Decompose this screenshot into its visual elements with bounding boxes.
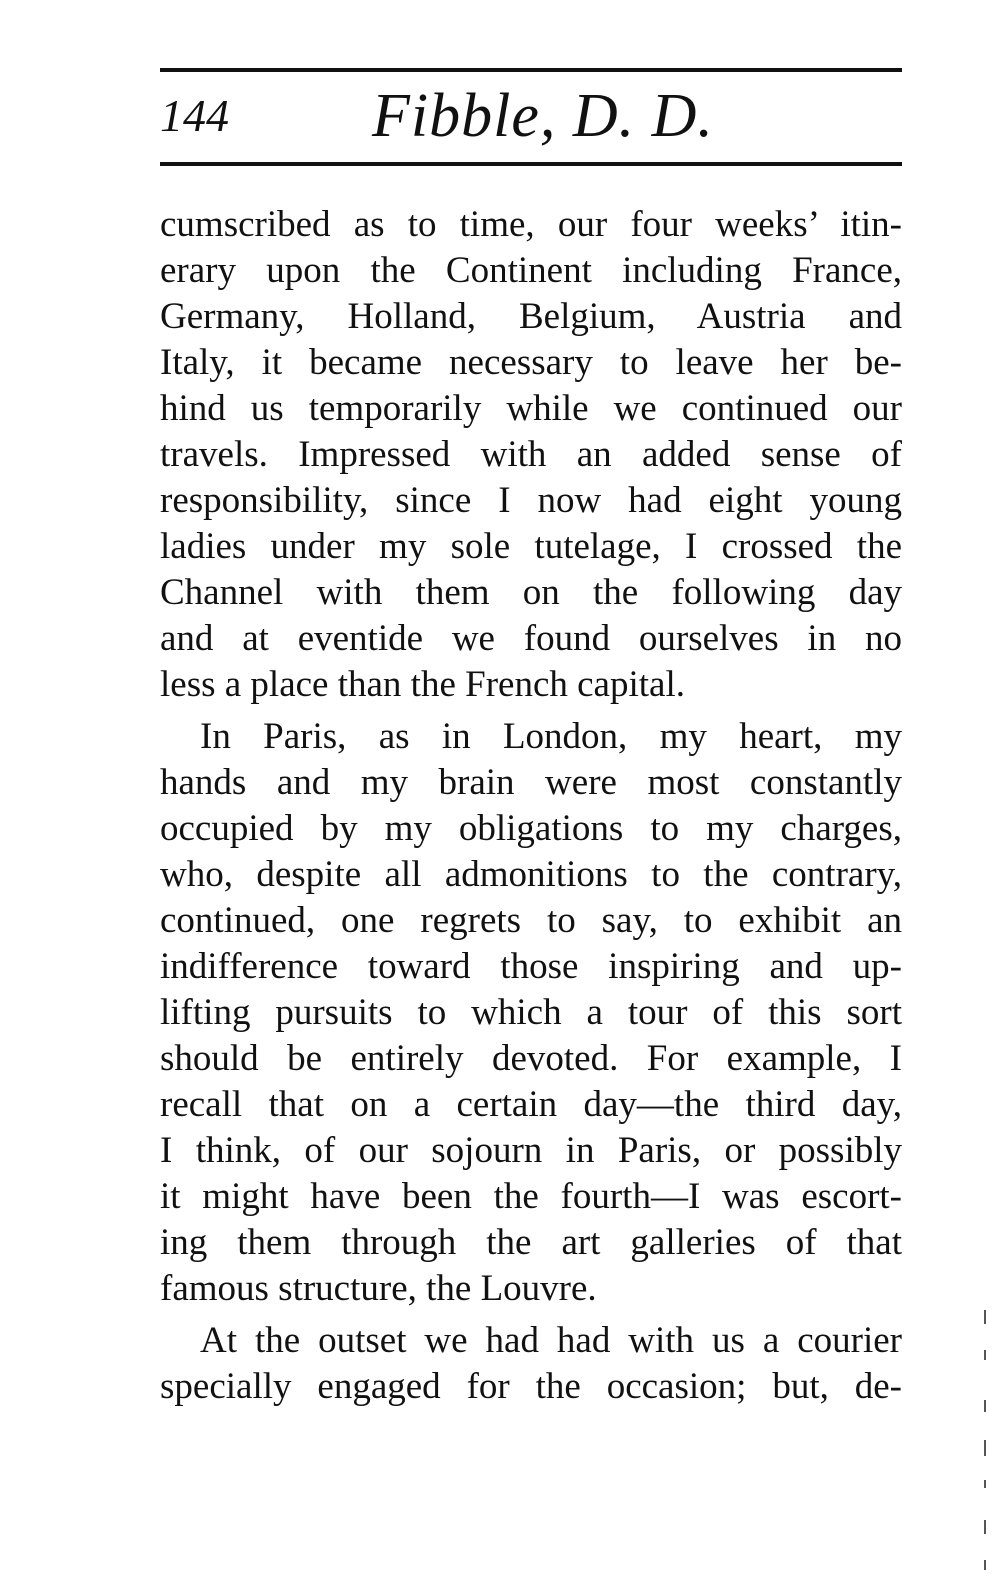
running-title: Fibble, D. D. <box>372 82 714 150</box>
text-line: who, despite all admonitions to the contrary, <box>160 854 902 895</box>
text-line: it might have been the fourth—I was escort- <box>160 1176 902 1217</box>
text-line: At the outset we had had with us a courier <box>200 1320 902 1361</box>
text-line: Italy, it became necessary to leave her be- <box>160 342 902 383</box>
paragraph-3 <box>160 1318 902 1410</box>
text-line: recall that on a certain day—the third day, <box>160 1084 902 1125</box>
paragraph-1 <box>160 202 902 708</box>
text-line: famous structure, the Louvre. <box>160 1268 597 1309</box>
text-line: occupied by my obligations to my charges, <box>160 808 902 849</box>
text-line: Channel with them on the following day <box>160 572 902 613</box>
running-head <box>160 72 902 162</box>
text-line: travels. Impressed with an added sense of <box>160 434 902 475</box>
text-line: ladies under my sole tutelage, I crossed the <box>160 526 902 567</box>
scan-edge-marks <box>978 1290 992 1590</box>
paragraph-2 <box>160 714 902 1312</box>
text-line: should be entirely devoted. For example, I <box>160 1038 902 1079</box>
body-text <box>160 202 902 1410</box>
text-line: I think, of our sojourn in Paris, or possibly <box>160 1130 902 1171</box>
text-line: indifference toward those inspiring and up- <box>160 946 902 987</box>
text-line: cumscribed as to time, our four weeks’ itin- <box>160 204 902 245</box>
page-number: 144 <box>160 90 229 141</box>
text-line: lifting pursuits to which a tour of this sort <box>160 992 902 1033</box>
text-line: hind us temporarily while we continued our <box>160 388 902 429</box>
text-line: ing them through the art galleries of that <box>160 1222 902 1263</box>
text-line: hands and my brain were most constantly <box>160 762 902 803</box>
text-line: responsibility, since I now had eight young <box>160 480 902 521</box>
text-line: less a place than the French capital. <box>160 664 685 705</box>
header-bottom-rule <box>160 162 902 166</box>
text-line: In Paris, as in London, my heart, my <box>200 716 902 757</box>
text-line: Germany, Holland, Belgium, Austria and <box>160 296 902 337</box>
text-line: and at eventide we found ourselves in no <box>160 618 902 659</box>
text-line: continued, one regrets to say, to exhibit an <box>160 900 902 941</box>
book-page <box>160 68 902 1410</box>
text-line: specially engaged for the occasion; but, de- <box>160 1366 902 1407</box>
text-line: erary upon the Continent including France, <box>160 250 902 291</box>
